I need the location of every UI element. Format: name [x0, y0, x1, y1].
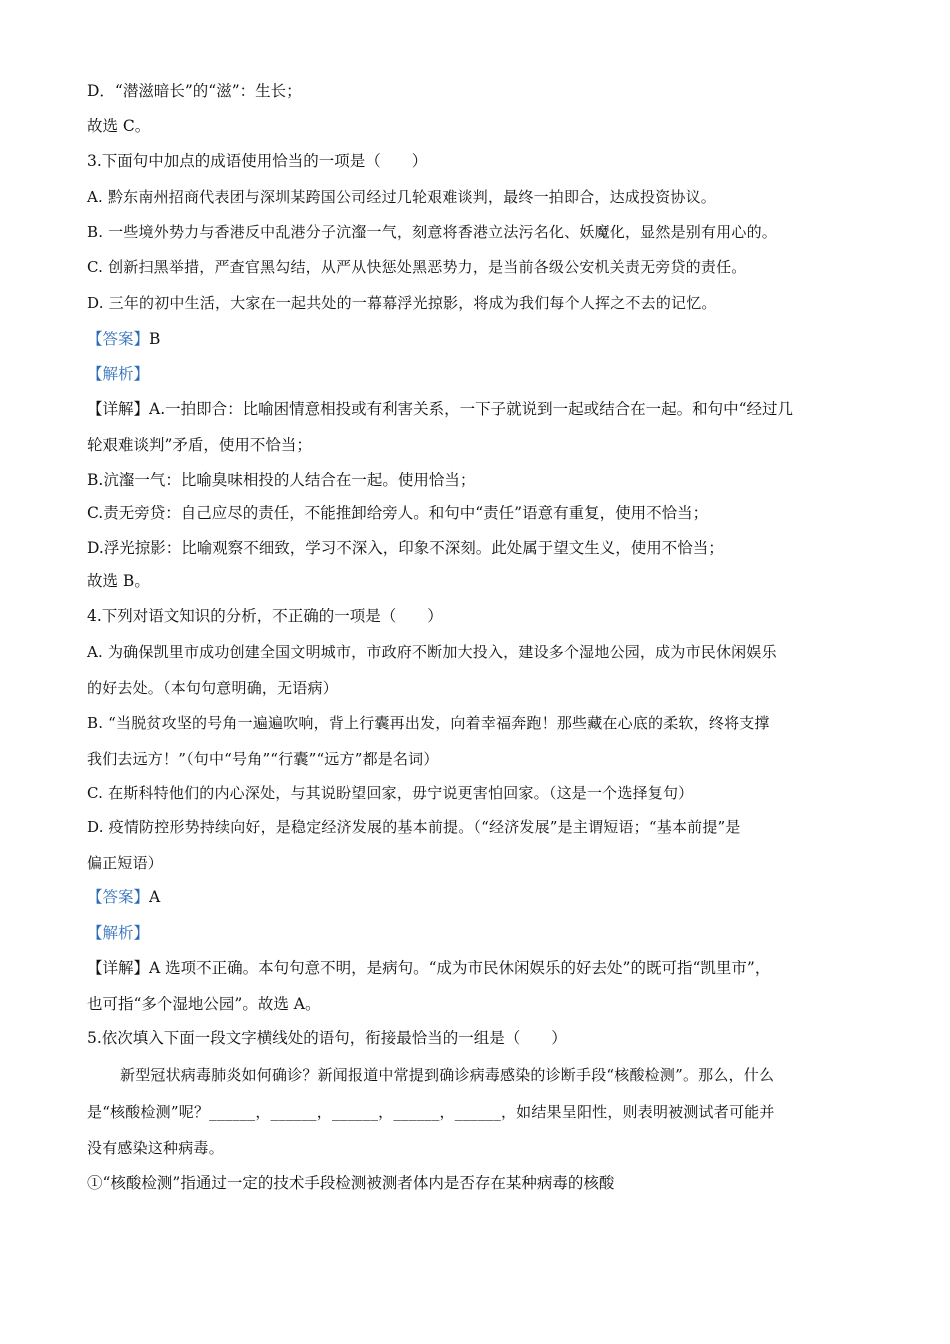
q3-option-d: D. 三年的初中生活，大家在一起共处的一幕幕浮光掠影，将成为我们每个人挥之不去的记忆。	[87, 294, 717, 312]
q3-detail-line-1: 【详解】A.一拍即合：比喻困情意相投或有利害关系，一下子就说到一起或结合在一起。和句中“经过几	[87, 400, 794, 418]
q4-detail-line-2: 也可指“多个湿地公园”。故选 A。	[87, 995, 321, 1013]
q3-answer	[87, 329, 160, 349]
q3-option-b: B. 一些境外势力与香港反中乱港分子沆瀣一气，刻意将香港立法污名化、妖魔化，显然是别有用心的。	[87, 223, 777, 241]
q5-passage-line-3: 没有感染这种病毒。	[87, 1139, 224, 1157]
q3-detail-line-5: D.浮光掠影：比喻观察不细致，学习不深入，印象不深刻。此处属于望文生义，使用不恰当；	[87, 539, 724, 557]
q3-detail-line-4: C.责无旁贷：自己应尽的责任，不能推卸给旁人。和句中“责任”语意有重复，使用不恰当；	[87, 504, 709, 522]
q3-option-c: C. 创新扫黑举措，严查官黑勾结，从严从快惩处黑恶势力，是当前各级公安机关责无旁贷的责任。	[87, 258, 747, 276]
q4-option-line-7: 偏正短语）	[87, 854, 164, 872]
q4-option-line-6: D. 疫情防控形势持续向好，是稳定经济发展的基本前提。（“经济发展”是主谓短语；“基本前提”是	[87, 818, 741, 836]
q4-answer	[87, 887, 160, 907]
q3-detail-line-2: 轮艰难谈判”矛盾，使用不恰当；	[87, 436, 312, 454]
answer-value: A	[149, 888, 161, 906]
q2-option-d: D．“潜滋暗长”的“滋”：生长；	[87, 82, 302, 100]
q3-option-a: A. 黔东南州招商代表团与深圳某跨国公司经过几轮艰难谈判，最终一拍即合，达成投资协议。	[87, 188, 716, 206]
q3-analysis-tag: 【解析】	[87, 365, 150, 383]
q4-option-line-3: B. “当脱贫攻坚的号角一遍遍吹响，背上行囊再出发，向着幸福奔跑！那些藏在心底的柔软，终将支撑	[87, 714, 770, 732]
q4-option-line-2: 的好去处。（本句句意明确，无语病）	[87, 679, 338, 697]
q5-stem: 5.依次填入下面一段文字横线处的语句，衔接最恰当的一组是（ ）	[87, 1029, 567, 1047]
q5-passage-line-1: 新型冠状病毒肺炎如何确诊？新闻报道中常提到确诊病毒感染的诊断手段“核酸检测”。那么，什么	[120, 1066, 775, 1084]
q4-option-line-5: C. 在斯科特他们的内心深处，与其说盼望回家，毋宁说更害怕回家。（这是一个选择复句）	[87, 784, 694, 802]
q5-passage-line-2: 是“核酸检测”呢？______，______，______，______，______，如结果呈阳性，则表明被测试者可能并	[87, 1103, 775, 1121]
q4-detail-line-1: 【详解】A 选项不正确。本句句意不明，是病句。“成为市民休闲娱乐的好去处”的既可指“凯里市”，	[87, 959, 771, 977]
q2-conclusion: 故选 C。	[87, 117, 151, 135]
answer-tag: 【答案】	[87, 888, 150, 906]
q5-item-1: ①“核酸检测”指通过一定的技术手段检测被测者体内是否存在某种病毒的核酸	[87, 1174, 615, 1192]
q4-option-line-1: A. 为确保凯里市成功创建全国文明城市，市政府不断加大投入，建设多个湿地公园，成为市民休闲娱乐	[87, 643, 777, 661]
q3-stem: 3.下面句中加点的成语使用恰当的一项是（ ）	[87, 152, 428, 170]
q4-option-line-4: 我们去远方！”（句中“号角”“行囊”“远方”都是名词）	[87, 750, 439, 768]
answer-value: B	[149, 330, 161, 348]
q3-detail-line-6: 故选 B。	[87, 572, 150, 590]
q3-detail-line-3: B.沆瀣一气：比喻臭味相投的人结合在一起。使用恰当；	[87, 471, 476, 489]
q4-analysis-tag: 【解析】	[87, 924, 150, 942]
answer-tag: 【答案】	[87, 330, 150, 348]
q4-stem: 4.下列对语文知识的分析，不正确的一项是（ ）	[87, 607, 443, 625]
